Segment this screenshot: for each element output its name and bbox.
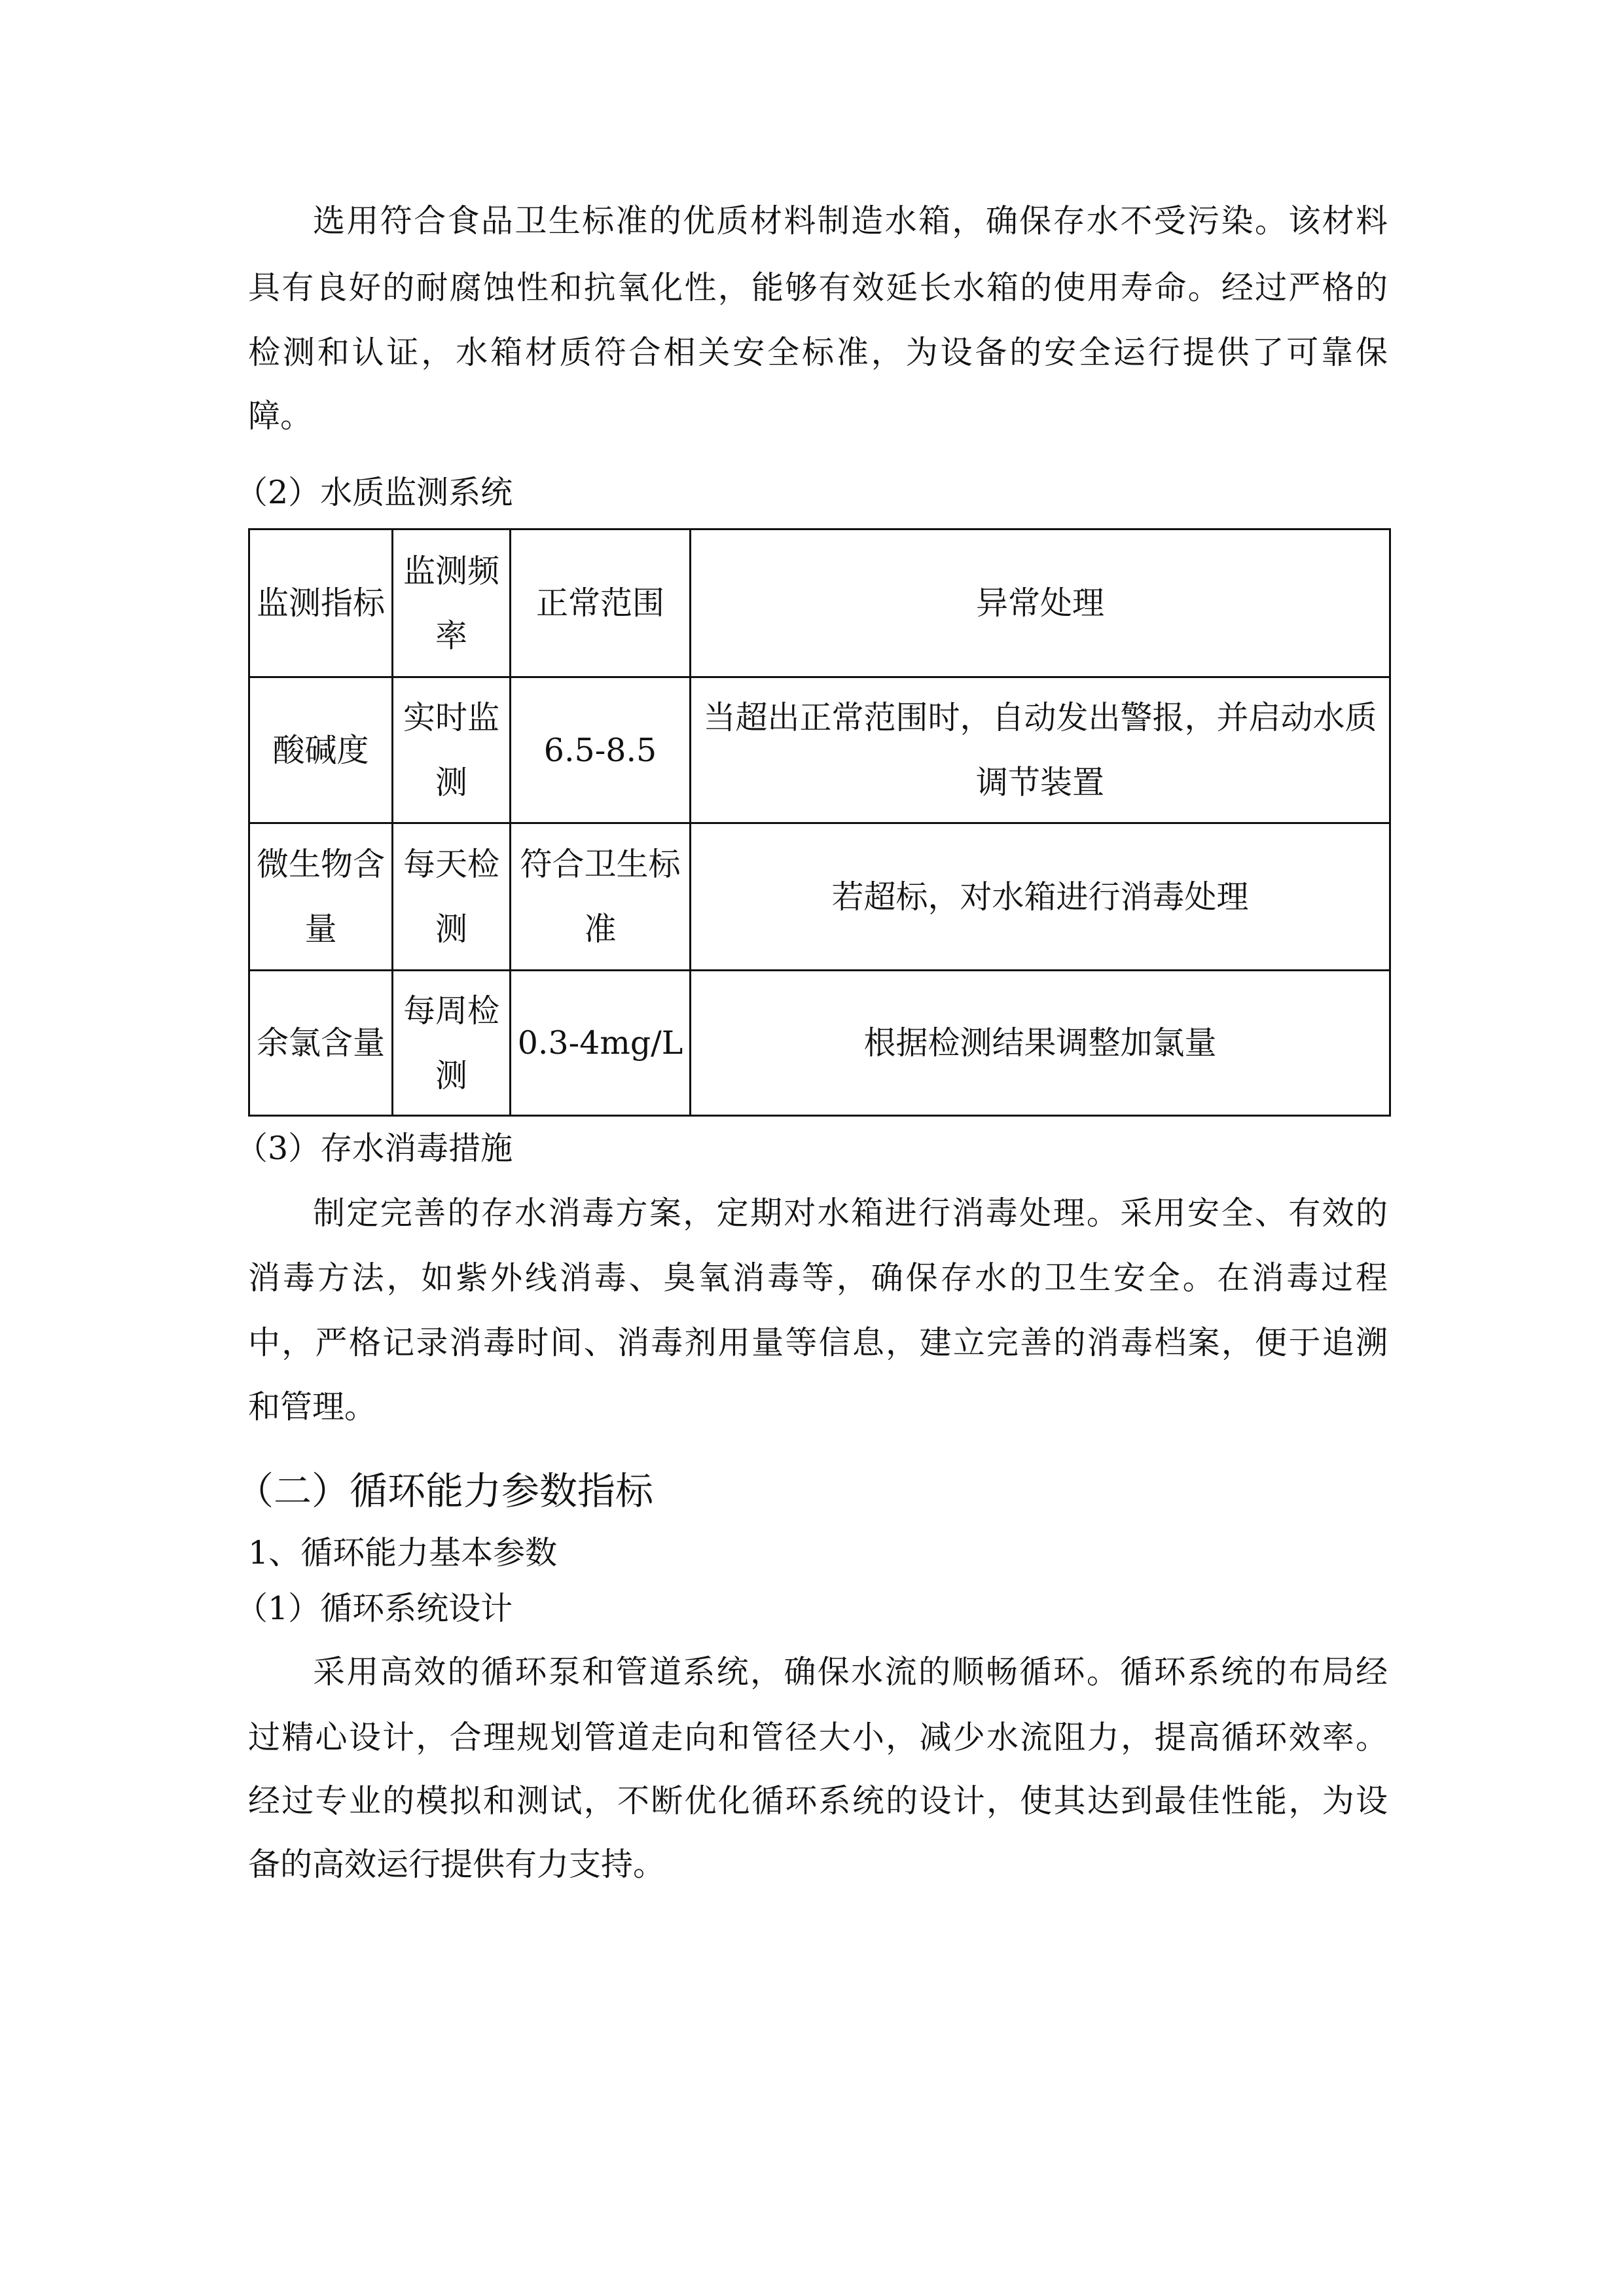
table-row [249, 677, 1390, 823]
table-cell: 实时监测 [393, 677, 511, 823]
text-line: 障。 [248, 397, 313, 435]
header-cell: 异常处理 [691, 529, 1390, 677]
text-line: 检测和认证，水箱材质符合相关安全标准，为设备的安全运行提供了可靠保 [248, 334, 1388, 371]
water-quality-table [248, 528, 1391, 1117]
table-cell: 每天检测 [393, 823, 511, 971]
table-cell: 微生物含量 [249, 823, 393, 971]
table-cell: 符合卫生标准 [511, 823, 691, 971]
section-title: （二）循环能力参数指标 [236, 1469, 654, 1513]
table-cell: 6.5-8.5 [511, 677, 691, 823]
table-cell: 0.3-4mg/L [511, 971, 691, 1116]
table-cell: 若超标，对水箱进行消毒处理 [691, 823, 1390, 971]
text-line: 采用高效的循环泵和管道系统，确保水流的顺畅循环。循环系统的布局经 [313, 1653, 1388, 1691]
table-cell: 根据检测结果调整加氯量 [691, 971, 1390, 1116]
header-cell: 正常范围 [511, 529, 691, 677]
text-line: 和管理。 [248, 1388, 377, 1426]
table-cell: 每周检测 [393, 971, 511, 1116]
header-cell: 监测指标 [249, 529, 393, 677]
text-line: 过精心设计，合理规划管道走向和管径大小，减少水流阻力，提高循环效率。 [248, 1719, 1388, 1756]
text-line: 备的高效运行提供有力支持。 [248, 1846, 666, 1883]
subsection-title: 1、循环能力基本参数 [248, 1534, 558, 1571]
table-cell: 当超出正常范围时，自动发出警报，并启动水质调节装置 [691, 677, 1390, 823]
heading-water-quality-monitoring: （2）水质监测系统 [236, 474, 513, 511]
text-line: 制定完善的存水消毒方案，定期对水箱进行消毒处理。采用安全、有效的 [313, 1194, 1388, 1232]
table-cell: 余氯含量 [249, 971, 393, 1116]
heading-disinfection: （3）存水消毒措施 [236, 1130, 513, 1167]
table-row [249, 971, 1390, 1116]
table-cell: 酸碱度 [249, 677, 393, 823]
table-header-row [249, 529, 1390, 677]
text-line: 消毒方法，如紫外线消毒、臭氧消毒等，确保存水的卫生安全。在消毒过程 [248, 1259, 1388, 1297]
text-line: 选用符合食品卫生标准的优质材料制造水箱，确保存水不受污染。该材料 [313, 202, 1388, 240]
text-line: 经过专业的模拟和测试，不断优化循环系统的设计，使其达到最佳性能，为设 [248, 1782, 1388, 1820]
table-row [249, 823, 1390, 971]
text-line: 具有良好的耐腐蚀性和抗氧化性，能够有效延长水箱的使用寿命。经过严格的 [248, 269, 1388, 306]
heading-circulation-design: （1）循环系统设计 [236, 1590, 513, 1627]
text-line: 中，严格记录消毒时间、消毒剂用量等信息，建立完善的消毒档案，便于追溯 [248, 1324, 1388, 1361]
header-cell: 监测频率 [393, 529, 511, 677]
